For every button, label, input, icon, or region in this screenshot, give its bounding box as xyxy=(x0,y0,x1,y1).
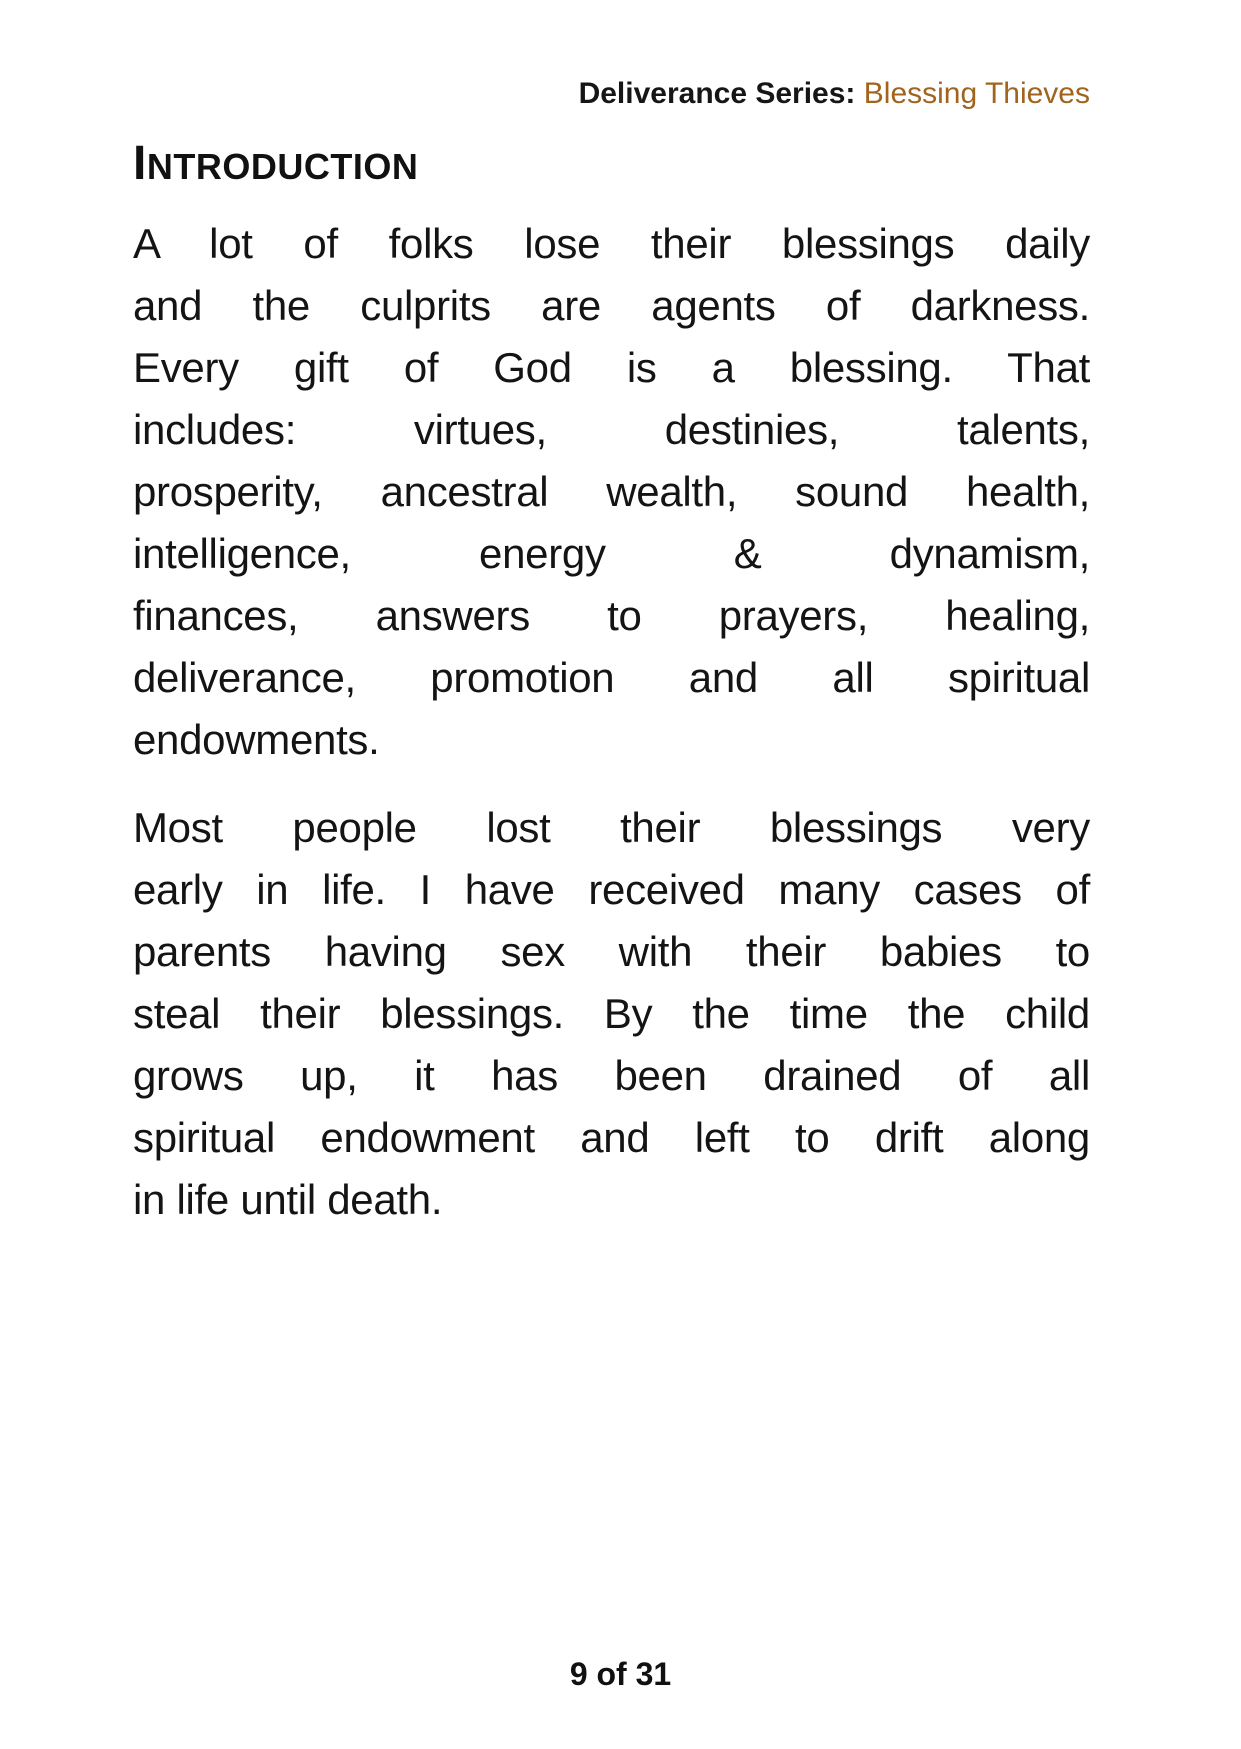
section-heading xyxy=(133,138,1090,191)
page-indicator: 9 of 31 xyxy=(569,1656,672,1692)
text-line: spiritual endowment and left to drift along xyxy=(133,1113,1090,1161)
body-text xyxy=(133,213,1090,1231)
text-line: Most people lost their blessings very xyxy=(133,803,1090,851)
text-line: Every gift of God is a blessing. That xyxy=(133,343,1090,391)
paragraph xyxy=(133,213,1090,771)
running-header xyxy=(133,76,1090,112)
text-line: includes: virtues, destinies, talents, xyxy=(133,405,1090,453)
text-line: A lot of folks lose their blessings daily xyxy=(133,219,1090,267)
section-heading-rest: NTRODUCTION xyxy=(146,146,419,187)
text-line: steal their blessings. By the time the child xyxy=(133,989,1090,1037)
text-line: finances, answers to prayers, healing, xyxy=(133,591,1090,639)
text-line: deliverance, promotion and all spiritual xyxy=(133,653,1090,701)
text-line: parents having sex with their babies to xyxy=(133,927,1090,975)
text-line: in life until death. xyxy=(133,1175,443,1223)
book-title: Blessing Thieves xyxy=(863,77,1090,110)
paragraph xyxy=(133,797,1090,1231)
series-label: Deliverance Series: xyxy=(578,77,856,110)
text-line: intelligence, energy & dynamism, xyxy=(133,529,1090,577)
text-line: prosperity, ancestral wealth, sound health, xyxy=(133,467,1090,515)
text-line: grows up, it has been drained of all xyxy=(133,1051,1090,1099)
text-line: and the culprits are agents of darkness. xyxy=(133,281,1090,329)
text-line: early in life. I have received many cases of xyxy=(133,865,1090,913)
text-line: endowments. xyxy=(133,715,380,763)
section-heading-lead: I xyxy=(133,137,147,190)
page-footer xyxy=(0,1656,1241,1693)
